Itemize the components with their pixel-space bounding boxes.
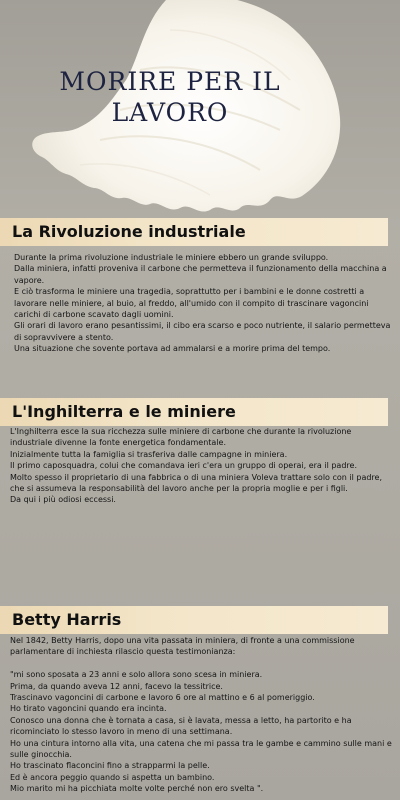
paragraph: L'Inghilterra esce la sua ricchezza sulle miniere di carbone che durante la rivoluzione industriale divenne la fonte energetica fondamentale. — [10, 427, 352, 448]
section-body-rivoluzione — [14, 252, 392, 355]
section-heading: La Rivoluzione industriale — [12, 222, 246, 241]
section-body-inghilterra — [10, 426, 392, 506]
quote-line: Ho trascinato flaconcini fino a strapparmi la pelle. — [10, 761, 210, 771]
quote-line: Ho tirato vagoncini quando era incinta. — [10, 704, 167, 714]
quote-line: Ed è ancora peggio quando si aspetta un bambino. — [10, 772, 215, 782]
page-title: MORIRE PER IL LAVORO — [59, 67, 281, 127]
section-heading: L'Inghilterra e le miniere — [12, 402, 236, 421]
paragraph: Il primo caposquadra, colui che comandava ieri c'era un gruppo di operai, era il padre. — [10, 461, 357, 471]
paragraph: Da qui i più odiosi eccessi. — [10, 495, 116, 505]
section-header-betty-harris — [0, 606, 388, 634]
paragraph: Gli orari di lavoro erano pesantissimi, il cibo era scarso e poco nutriente, il salario permetteva di sopravvivere a stento. — [14, 321, 391, 342]
quote-line: Mio marito mi ha picchiata molte volte perché non ero svelta ". — [10, 784, 264, 794]
paragraph: Durante la prima rivoluzione industriale le miniere ebbero un grande sviluppo. — [14, 253, 329, 262]
quote-line: "mi sono sposata a 23 anni e solo allora sono scesa in miniera. — [10, 670, 263, 680]
paragraph-spacer — [10, 658, 392, 669]
paragraph: Molto spesso il proprietario di una fabbrica o di una miniera Voleva trattare solo con il padre, che si assumeva la responsabilità del lavoro anche per la propria moglie e per i figli. — [10, 472, 383, 494]
quote-line: Conosco una donna che è tornata a casa, si è lavata, messa a letto, ha partorito e ha ricominciato lo stesso lavoro in meno di una settimana. — [10, 715, 352, 737]
paragraph: E ciò trasforma le miniere una tragedia, soprattutto per i bambini e le donne costretti a lavorare nelle miniere, al buio, al freddo, all'umido con il compito di trascinare vagoncini carichi di carbone scavato dagli uomini. — [14, 287, 369, 320]
quote-line: Ho una cintura intorno alla vita, una catena che mi passa tra le gambe e cammino sulle mani e sulle ginocchia. — [10, 738, 392, 760]
section-header-inghilterra — [0, 398, 388, 426]
quote-line: Trascinavo vagoncini di carbone e lavoro 6 ore al mattino e 6 al pomeriggio. — [10, 693, 315, 703]
paragraph: Nel 1842, Betty Harris, dopo una vita passata in miniera, di fronte a una commissione parlamentare di inchiesta rilascio questa testimonianza: — [10, 636, 355, 657]
quote-line: Prima, da quando aveva 12 anni, facevo la tessitrice. — [10, 681, 223, 691]
paragraph: Inizialmente tutta la famiglia si trasferiva dalle campagne in miniera. — [10, 449, 288, 459]
section-body-betty-harris — [10, 635, 392, 795]
paragraph: Una situazione che sovente portava ad ammalarsi e a morire prima del tempo. — [14, 344, 331, 354]
paragraph: Dalla miniera, infatti proveniva il carbone che permetteva il funzionamento della macchina a vapore. — [14, 264, 387, 285]
section-header-rivoluzione — [0, 218, 388, 246]
section-heading: Betty Harris — [12, 610, 122, 629]
